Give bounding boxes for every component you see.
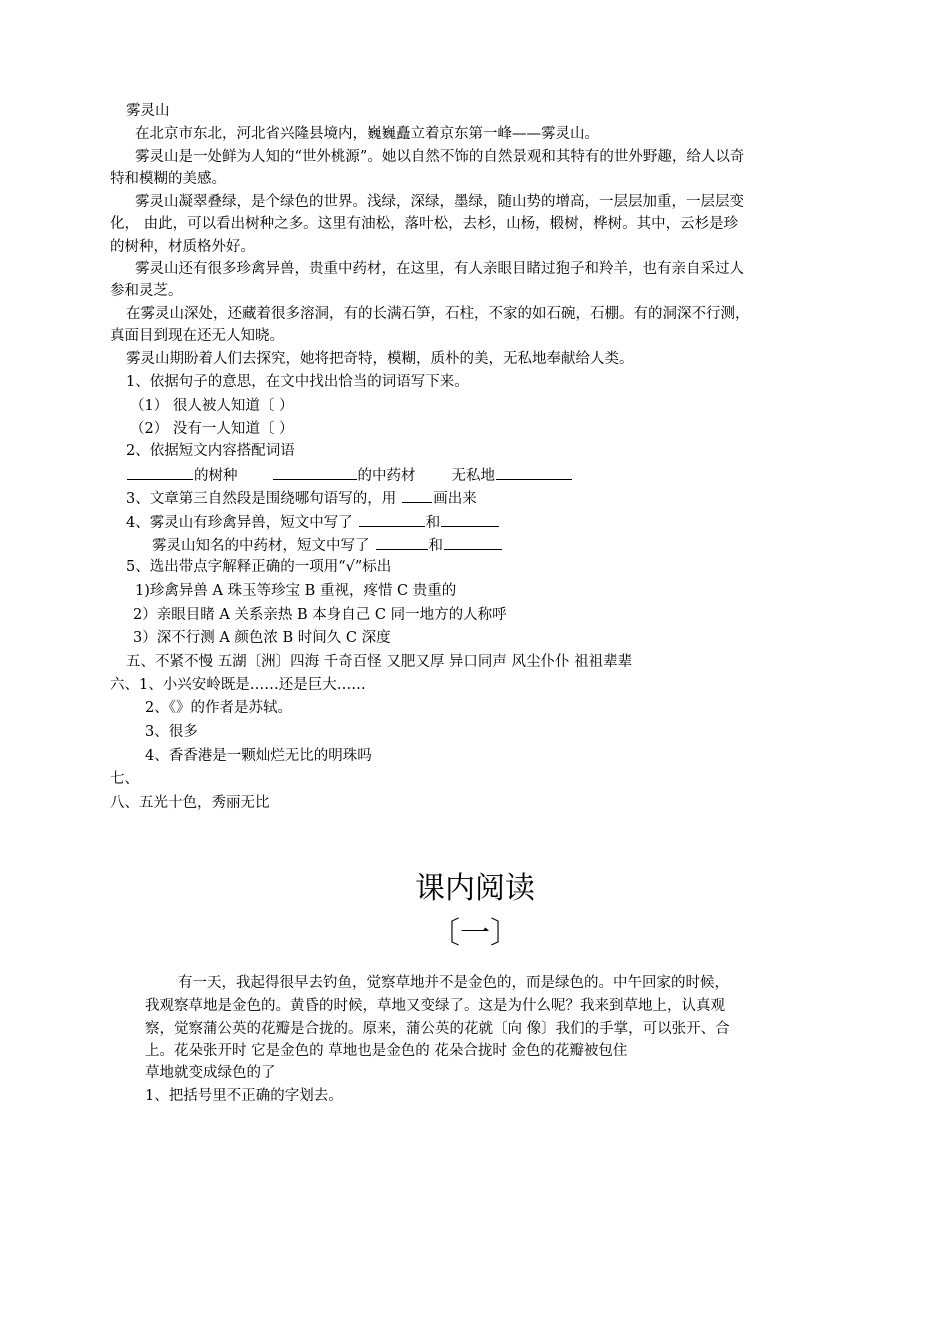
section-2-title: 课内阅读 — [415, 871, 535, 906]
reading-line-4: 上。花朵张开时 它是金色的 草地也是金色的 花朵合拢时 金色的花瓣被包住 — [145, 1043, 628, 1059]
reading-line-1: 有一天，我起得很早去钓鱼，觉察草地并不是金色的，而是绿色的。中午回家的时候， — [178, 975, 729, 991]
question-4-part-2 — [152, 535, 503, 556]
answer-blank[interactable] — [441, 512, 499, 527]
reading-line-2: 我观察草地是金色的。黄昏的时候，草地又变绿了。这是为什么呢？我来到草地上，认真观 — [145, 998, 725, 1014]
answer-6-4: 4、香香港是一颗灿烂无比的明珠吗 — [145, 748, 372, 764]
answer-5: 五、不紧不慢 五湖〔洲〕四海 千奇百怪 又肥又厚 异口同声 风尘仆仆 祖祖辈辈 — [126, 654, 633, 670]
answer-6-2: 2、《》的作者是苏轼。 — [145, 700, 292, 716]
answer-blank[interactable] — [444, 535, 502, 550]
question-3-text: 3、文章第三自然段是围绕哪句语写的，用 — [126, 491, 397, 507]
reading-question-1: 1、把括号里不正确的字划去。 — [145, 1088, 343, 1104]
underline-sample — [402, 488, 432, 503]
paragraph-3-line-3: 的树种，材质格外好。 — [110, 239, 255, 255]
paragraph-5-line-1: 在雾灵山深处，还藏着很多溶洞，有的长满石笋，石柱，不家的如石碗，石棚。有的洞深不行测， — [126, 306, 750, 322]
reading-line-3: 察，觉察蒲公英的花瓣是合拢的。原来，蒲公英的花就〔向 像〕我们的手掌，可以张开、合 — [145, 1021, 730, 1037]
match-label-trees: 的树种 — [194, 468, 238, 484]
reading-line-5: 草地就变成绿色的了 — [145, 1065, 276, 1081]
question-2: 2、依据短文内容搭配词语 — [126, 443, 295, 459]
section-2-subtitle: 〔一〕 — [430, 916, 520, 951]
question-3 — [126, 488, 477, 509]
question-4-text: 4、雾灵山有珍禽异兽，短文中写了 — [126, 515, 353, 531]
answer-blank[interactable] — [127, 465, 193, 480]
paragraph-2-line-1: 雾灵山是一处鲜为人知的“世外桃源”。她以自然不饰的自然景观和其特有的世外野趣，给人以奇 — [135, 149, 745, 165]
answer-blank[interactable] — [496, 465, 572, 480]
paragraph-2-line-2: 特和模糊的美感。 — [110, 171, 226, 187]
paragraph-4-line-1: 雾灵山还有很多珍禽异兽，贵重中药材，在这里，有人亲眼目睹过狍子和羚羊，也有亲自采过人 — [135, 261, 744, 277]
answer-8: 八、五光十色，秀丽无比 — [110, 795, 270, 811]
passage-title: 雾灵山 — [126, 103, 170, 119]
question-2-match-row — [126, 465, 573, 486]
paragraph-3-line-2: 化， 由此，可以看出树种之多。这里有油松，落叶松，去杉，山杨，椴树，桦树。其中，云杉是珍 — [110, 216, 739, 232]
question-5-option-2: 2）亲眼目睹 A 关系亲热 B 本身自己 C 同一地方的人称呼 — [133, 607, 507, 623]
answer-blank[interactable] — [273, 465, 357, 480]
paragraph-5-line-2: 真面目到现在还无人知晓。 — [110, 328, 284, 344]
conjunction: 和 — [428, 538, 443, 554]
question-5-option-1: 1)珍禽异兽 A 珠玉等珍宝 B 重视，疼惜 C 贵重的 — [135, 583, 457, 599]
paragraph-6: 雾灵山期盼着人们去探究，她将把奇特，模糊，质朴的美，无私地奉献给人类。 — [126, 351, 634, 367]
paragraph-4-line-2: 参和灵芝。 — [110, 283, 183, 299]
paragraph-1: 在北京市东北，河北省兴隆县境内，巍巍矗立着京东第一峰——雾灵山。 — [135, 126, 599, 142]
question-1-item-1: （1） 很人被人知道〔 ） — [130, 398, 294, 414]
answer-6: 六、1、小兴安岭既是……还是巨大…… — [110, 677, 366, 693]
conjunction: 和 — [425, 515, 441, 531]
paragraph-3-line-1: 雾灵山凝翠叠绿，是个绿色的世界。浅绿，深绿，墨绿，随山势的增高，一层层加重，一层层变 — [135, 194, 744, 210]
match-label-selfless: 无私地 — [451, 468, 495, 484]
match-label-herbs: 的中药材 — [357, 468, 416, 484]
question-3-text-end: 画出来 — [433, 491, 477, 507]
question-4b-text: 雾灵山知名的中药材，短文中写了 — [152, 538, 370, 554]
question-4 — [126, 512, 500, 533]
answer-blank[interactable] — [376, 535, 428, 550]
question-1-item-2: （2） 没有一人知道〔 ） — [130, 421, 294, 437]
question-1: 1、依据句子的意思，在文中找出恰当的词语写下来。 — [126, 374, 469, 390]
question-5: 5、选出带点字解释正确的一项用“√”标出 — [126, 559, 392, 575]
answer-7: 七、 — [110, 771, 139, 787]
answer-6-3: 3、很多 — [145, 724, 198, 740]
answer-blank[interactable] — [359, 512, 425, 527]
question-5-option-3: 3）深不行测 A 颜色浓 B 时间久 C 深度 — [133, 630, 391, 646]
